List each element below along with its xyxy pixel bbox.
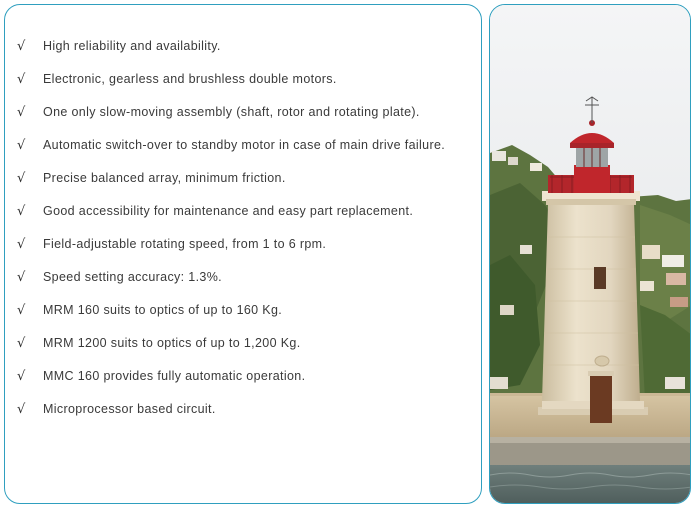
list-item	[17, 369, 447, 384]
sea	[490, 465, 691, 504]
checkmark-icon: √	[17, 336, 26, 351]
feature-text: Speed setting accuracy: 1.3%.	[43, 270, 222, 284]
checkmark-icon: √	[17, 105, 26, 120]
feature-text: MRM 160 suits to optics of up to 160 Kg.	[43, 303, 283, 317]
list-item	[17, 39, 447, 54]
list-item	[17, 72, 447, 87]
checkmark-icon: √	[17, 171, 26, 186]
feature-list	[17, 35, 447, 417]
checkmark-icon: √	[17, 270, 26, 285]
feature-text: One only slow-moving assembly (shaft, rotor and rotating plate).	[43, 105, 420, 119]
feature-text: MRM 1200 suits to optics of up to 1,200 Kg.	[43, 336, 301, 350]
features-panel	[4, 4, 482, 504]
feature-text: Good accessibility for maintenance and easy part replacement.	[43, 204, 414, 218]
checkmark-icon: √	[17, 72, 26, 87]
list-item	[17, 270, 447, 285]
feature-text: Microprocessor based circuit.	[43, 402, 216, 416]
feature-text: High reliability and availability.	[43, 39, 221, 53]
checkmark-icon: √	[17, 237, 26, 252]
feature-text: Electronic, gearless and brushless double motors.	[43, 72, 337, 86]
list-item	[17, 138, 447, 153]
checkmark-icon: √	[17, 402, 26, 417]
checkmark-icon: √	[17, 303, 26, 318]
checkmark-icon: √	[17, 204, 26, 219]
lighthouse-image	[490, 5, 691, 504]
checkmark-icon: √	[17, 369, 26, 384]
list-item	[17, 204, 447, 219]
list-item	[17, 237, 447, 252]
checkmark-icon: √	[17, 39, 26, 54]
lighthouse-photo-panel	[489, 4, 691, 504]
list-item	[17, 171, 447, 186]
list-item	[17, 303, 447, 318]
feature-text: Field-adjustable rotating speed, from 1 to 6 rpm.	[43, 237, 327, 251]
feature-text: Precise balanced array, minimum friction.	[43, 171, 286, 185]
checkmark-icon: √	[17, 138, 26, 153]
list-item	[17, 402, 447, 417]
list-item	[17, 336, 447, 351]
feature-text: Automatic switch-over to standby motor in case of main drive failure.	[43, 138, 446, 152]
feature-text: MMC 160 provides fully automatic operation.	[43, 369, 306, 383]
list-item	[17, 105, 447, 120]
